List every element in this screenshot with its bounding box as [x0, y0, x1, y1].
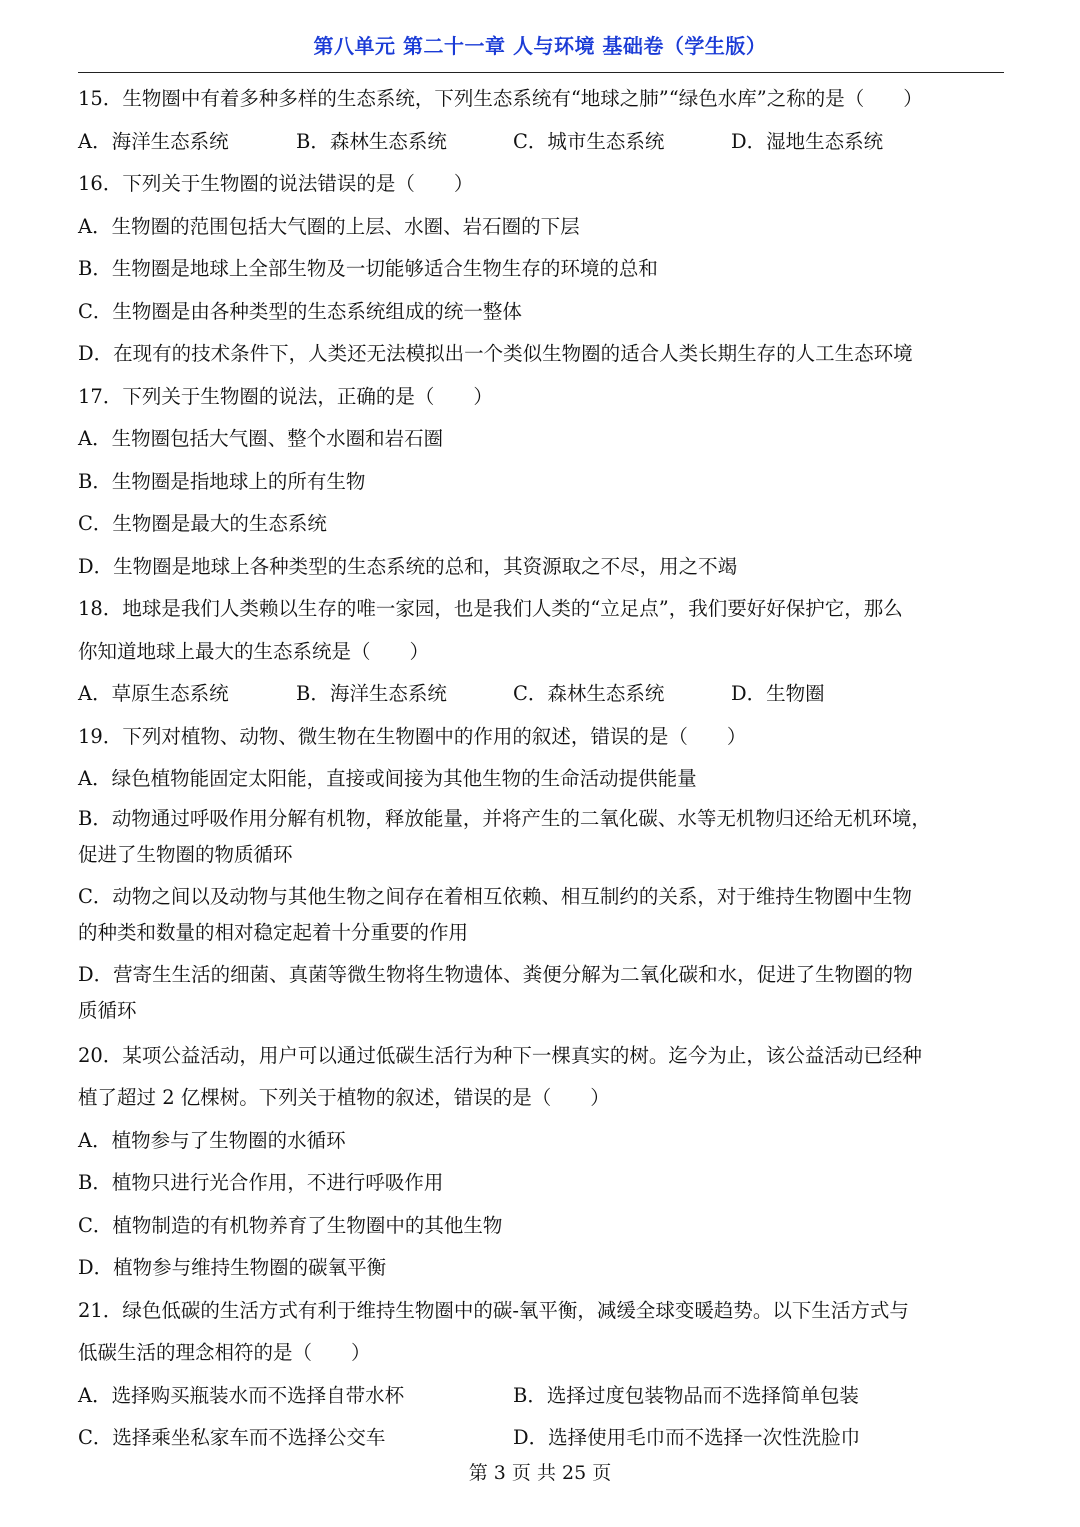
question-list: [78, 78, 1004, 1460]
question-stem-continued: 低碳生活的理念相符的是（ ）: [78, 1341, 371, 1364]
option-c: C．选择乘坐私家车而不选择公交车: [78, 1426, 386, 1449]
option-b-continued: 促进了生物圈的物质循环: [78, 842, 293, 866]
option-b: B．植物只进行光合作用，不进行呼吸作用: [78, 1171, 444, 1194]
question-stem: 21．绿色低碳的生活方式有利于维持生物圈中的碳-氧平衡，减缓全球变暖趋势。以下生活方式与: [78, 1298, 909, 1322]
option-c: C．城市生态系统: [513, 129, 665, 153]
option-a: A．植物参与了生物圈的水循环: [78, 1128, 346, 1152]
question-stem-continued: 你知道地球上最大的生态系统是（ ）: [78, 639, 430, 663]
option-d: D．营寄生生活的细菌、真菌等微生物将生物遗体、粪便分解为二氧化碳和水，促进了生物圈的物: [78, 962, 913, 986]
option-b: B．选择过度包装物品而不选择简单包装: [513, 1383, 859, 1407]
question-21: [78, 1290, 1004, 1460]
option-a: A．海洋生态系统: [78, 129, 229, 153]
question-19: [78, 716, 1004, 1029]
option-d: D．生物圈是地球上各种类型的生态系统的总和，其资源取之不尽，用之不竭: [78, 554, 738, 578]
option-b: B．森林生态系统: [296, 129, 447, 153]
option-d: D．植物参与维持生物圈的碳氧平衡: [78, 1256, 387, 1279]
option-a: A．草原生态系统: [78, 682, 229, 705]
option-a: A．生物圈包括大气圈、整个水圈和岩石圈: [78, 427, 444, 450]
option-row: [78, 1375, 1004, 1418]
option-c: C．植物制造的有机物养育了生物圈中的其他生物: [78, 1213, 503, 1237]
question-20: [78, 1035, 1004, 1290]
page-header-title: 第八单元 第二十一章 人与环境 基础卷（学生版）: [313, 34, 767, 58]
option-d: D．生物圈: [731, 682, 825, 705]
option-b: B．生物圈是地球上全部生物及一切能够适合生物生存的环境的总和: [78, 257, 658, 280]
option-b: B．海洋生态系统: [296, 682, 447, 705]
option-d-continued: 质循环: [78, 998, 137, 1022]
question-stem: 15．生物圈中有着多种多样的生态系统，下列生态系统有“地球之肺”“绿色水库”之称的是（ ）: [78, 87, 923, 110]
question-stem: 18．地球是我们人类赖以生存的唯一家园，也是我们人类的“立足点”，我们要好好保护它，那么: [78, 597, 903, 620]
option-c: C．森林生态系统: [513, 682, 665, 705]
option-d: D．湿地生态系统: [731, 129, 884, 153]
question-stem: 20．某项公益活动，用户可以通过低碳生活行为种下一棵真实的树。迄今为止，该公益活动已经种: [78, 1043, 922, 1067]
option-b: B．生物圈是指地球上的所有生物: [78, 469, 366, 493]
option-row: [78, 121, 1004, 164]
header-divider: [78, 72, 1004, 73]
option-d: D．在现有的技术条件下，人类还无法模拟出一个类似生物圈的适合人类长期生存的人工生态环境: [78, 342, 913, 365]
option-c-continued: 的种类和数量的相对稳定起着十分重要的作用: [78, 920, 469, 944]
option-row: [78, 673, 1004, 716]
question-stem: 19．下列对植物、动物、微生物在生物圈中的作用的叙述，错误的是（ ）: [78, 724, 747, 748]
option-c: C．动物之间以及动物与其他生物之间存在着相互依赖、相互制约的关系，对于维持生物圈中生物: [78, 884, 912, 908]
option-a: A．绿色植物能固定太阳能，直接或间接为其他生物的生命活动提供能量: [78, 767, 697, 790]
option-row: [78, 1417, 1004, 1460]
question-15: [78, 78, 1004, 163]
option-d: D．选择使用毛巾而不选择一次性洗脸巾: [513, 1426, 861, 1449]
page-number: 第 3 页 共 25 页: [468, 1462, 612, 1484]
question-18: [78, 588, 1004, 716]
question-stem: 16．下列关于生物圈的说法错误的是（ ）: [78, 172, 474, 195]
option-c: C．生物圈是由各种类型的生态系统组成的统一整体: [78, 299, 522, 323]
question-16: [78, 163, 1004, 376]
question-stem-continued: 植了超过 2 亿棵树。下列关于植物的叙述，错误的是（ ）: [78, 1086, 610, 1109]
option-c: C．生物圈是最大的生态系统: [78, 512, 327, 535]
option-a: A．选择购买瓶装水而不选择自带水杯: [78, 1383, 405, 1407]
question-17: [78, 376, 1004, 589]
option-a: A．生物圈的范围包括大气圈的上层、水圈、岩石圈的下层: [78, 214, 580, 238]
question-stem: 17．下列关于生物圈的说法，正确的是（ ）: [78, 384, 493, 408]
option-b: B．动物通过呼吸作用分解有机物，释放能量，并将产生的二氧化碳、水等无机物归还给无机环境，: [78, 806, 931, 830]
